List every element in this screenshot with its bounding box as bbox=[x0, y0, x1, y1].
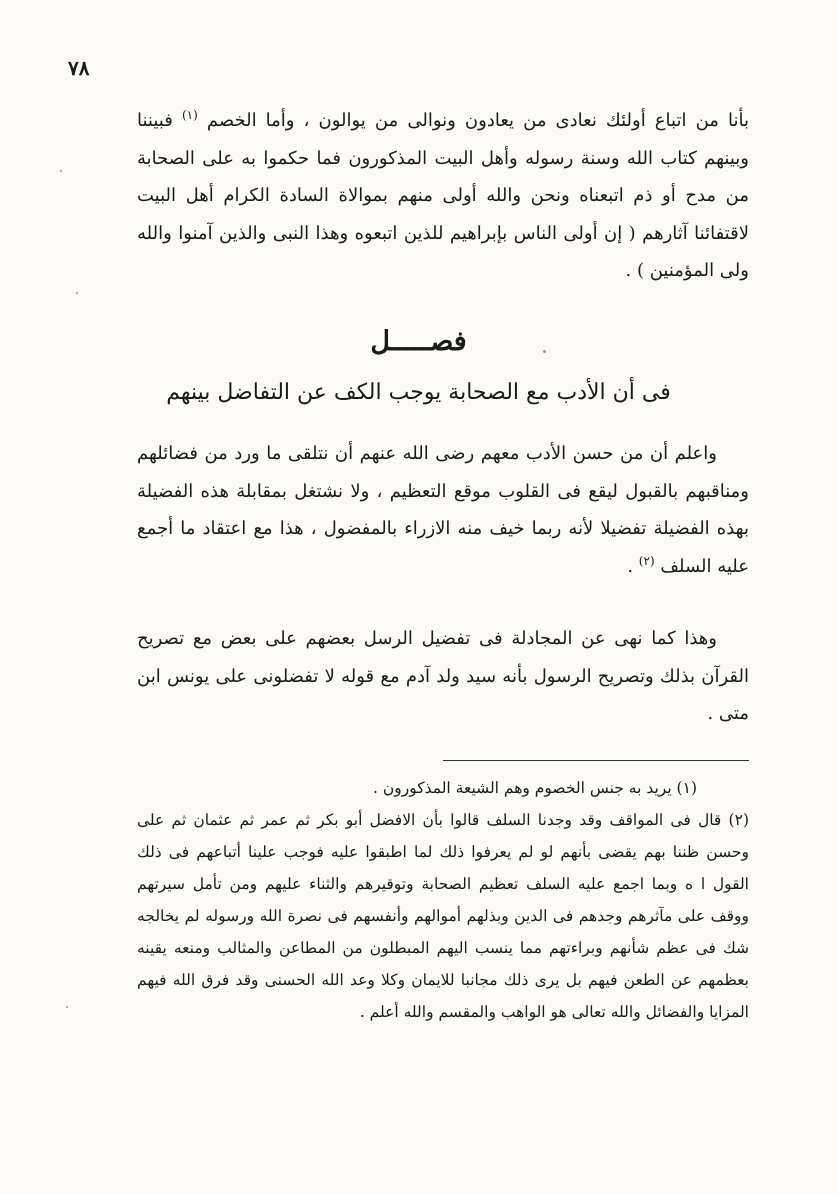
paragraph-text: واعلم أن من حسن الأدب معهم رضى الله عنهم أن نتلقى ما ورد من فضائلهم ومناقبهم بالقبول ليقع فى القلوب موقع التعظيم ، ولا نشتغل بمقابلة هذه الفضيلة بهذه الفضيلة تفضيلا لأنه ربما خيف منه الازراء بالمفضول ، هذا مع اعتقاد ما أجمع عليه السلف bbox=[137, 443, 749, 577]
paper-speck bbox=[76, 292, 78, 294]
footnote-1: (١) يريد به جنس الخصوم وهم الشيعة المذكورون . bbox=[373, 779, 697, 797]
footnote-marker-2: (٢) bbox=[638, 553, 655, 568]
chapter-paragraph-2 bbox=[137, 620, 749, 733]
paper-speck bbox=[543, 350, 546, 353]
footnote-2: (٢) قال فى المواقف وقد وجدنا السلف قالوا بأن الافضل أبو بكر ثم عمر ثم عثمان ثم على وحسن ظننا بهم يقضى بأنهم لو لم يعرفوا ذلك لما اطبقوا عليه فوجب علينا أتباعهم فى ذلك القول ا ه وبما اجمع عليه السلف تعظيم الصحابة وتوقيرهم والثناء عليهم ومن تأمل سيرتهم ووقف على مآثرهم وجدهم فى الدين وبذلهم أموالهم وأنفسهم فى نصرة الله ورسوله لم يخالجه شك فى عظم شأنهم وبراءتهم مما ينسب اليهم المبطلون من المطاعن والمثالب ومنعه يقينه بعظمهم عن الطعن فيهم بل يرى ذلك مجانبا للايمان وكلا وعد الله الحسنى وقد فرق الله فيهم المزايا والفضائل والله تعالى هو الواهب والمقسم والله أعلم . bbox=[137, 811, 749, 1021]
footnote-separator bbox=[443, 760, 749, 761]
paragraph-text: وهذا كما نهى عن المجادلة فى تفضيل الرسل بعضهم على بعض مع تصريح القرآن بذلك وتصريح الرسول بأنه سيد ولد آدم مع قوله لا تفضلونى على يونس ابن متى . bbox=[137, 628, 749, 724]
opening-paragraph bbox=[137, 102, 749, 290]
footnotes bbox=[137, 772, 749, 1028]
paragraph-text-continued: فبيننا وبينهم كتاب الله وسنة رسوله وأهل البيت المذكورون فما حكموا به على الصحابة من مدح أو ذم اتبعناه ونحن والله أولى منهم بموالاة السادة الكرام أهل البيت لاقتفائنا آثارهم ( إن أولى الناس بإبراهيم للذين اتبعوه وهذا النبى والذين آمنوا والله ولى المؤمنين ) . bbox=[137, 110, 749, 281]
paragraph-text: بأنا من اتباع أولئك نعادى من يعادون ونوالى من يوالون ، وأما الخصم bbox=[206, 110, 749, 131]
chapter-paragraph-1 bbox=[137, 435, 749, 585]
chapter-subheading: فى أن الأدب مع الصحابة يوجب الكف عن التفاضل بينهم bbox=[166, 380, 671, 405]
page-number: ٧٨ bbox=[68, 56, 90, 80]
paragraph-end-mark: . bbox=[627, 555, 634, 577]
footnote-marker-1: (١) bbox=[181, 108, 198, 122]
paper-speck bbox=[60, 170, 62, 172]
paper-speck bbox=[66, 1006, 68, 1008]
chapter-heading: فصـــــل bbox=[370, 326, 467, 357]
